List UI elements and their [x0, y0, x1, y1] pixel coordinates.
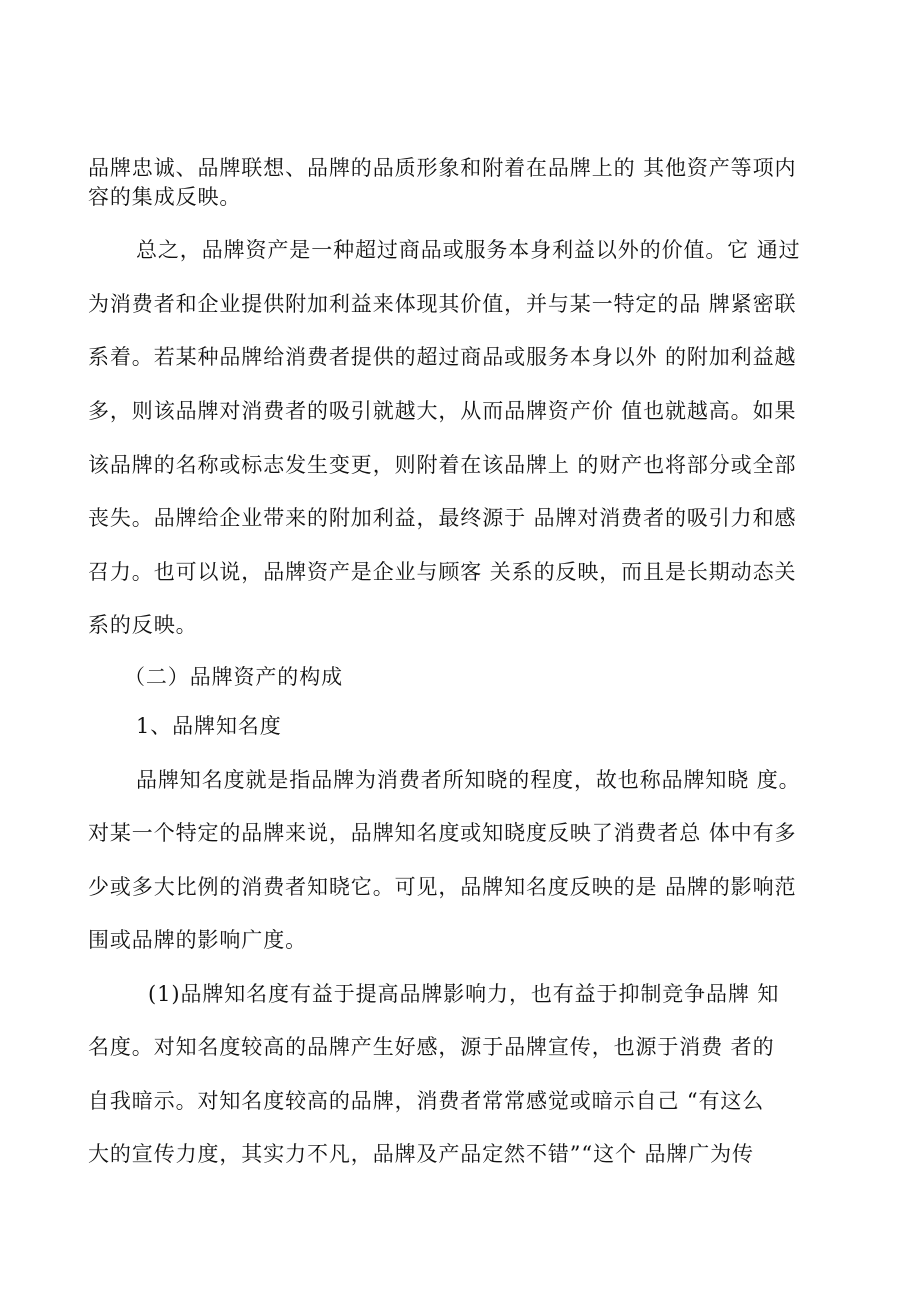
- paragraph-line: 多，则该品牌对消费者的吸引就越大，从而品牌资产价 值也就越高。如果: [88, 399, 797, 423]
- paragraph-line: 名度。对知名度较高的品牌产生好感，源于品牌宣传，也源于消费 者的: [88, 1035, 775, 1059]
- paragraph-line: 系着。若某种品牌给消费者提供的超过商品或服务本身以外 的附加利益越: [88, 345, 797, 369]
- subsection-heading: 1、品牌知名度: [136, 714, 282, 738]
- paragraph-line: 大的宣传力度，其实力不凡，品牌及产品定然不错”“这个 品牌广为传: [88, 1142, 754, 1166]
- paragraph-line: 品牌忠诚、品牌联想、品牌的品质形象和附着在品牌上的 其他资产等项内: [88, 156, 797, 180]
- paragraph-line: (1)品牌知名度有益于提高品牌影响力，也有益于抑制竞争品牌 知: [148, 982, 780, 1006]
- paragraph-line: 少或多大比例的消费者知晓它。可见，品牌知名度反映的是 品牌的影响范: [88, 875, 797, 899]
- paragraph-line: 围或品牌的影响广度。: [88, 928, 307, 952]
- section-heading: （二）品牌资产的构成: [124, 665, 343, 689]
- paragraph-line: 为消费者和企业提供附加利益来体现其价值，并与某一特定的品 牌紧密联: [88, 292, 797, 316]
- paragraph-line: 丧失。品牌给企业带来的附加利益，最终源于 品牌对消费者的吸引力和感: [88, 506, 797, 530]
- paragraph-line: 对某一个特定的品牌来说，品牌知名度或知晓度反映了消费者总 体中有多: [88, 821, 797, 845]
- paragraph-line: 总之，品牌资产是一种超过商品或服务本身利益以外的价值。它 通过: [136, 238, 801, 262]
- paragraph-line: 自我暗示。对知名度较高的品牌，消费者常常感觉或暗示自己 “有这么: [88, 1089, 765, 1113]
- paragraph-line: 召力。也可以说，品牌资产是企业与顾客 关系的反映，而且是长期动态关: [88, 560, 797, 584]
- paragraph-line: 品牌知名度就是指品牌为消费者所知晓的程度，故也称品牌知晓 度。: [136, 768, 801, 792]
- paragraph-line: 容的集成反映。: [88, 185, 242, 209]
- paragraph-line: 系的反映。: [88, 613, 198, 637]
- paragraph-line: 该品牌的名称或标志发生变更，则附着在该品牌上 的财产也将部分或全部: [88, 453, 797, 477]
